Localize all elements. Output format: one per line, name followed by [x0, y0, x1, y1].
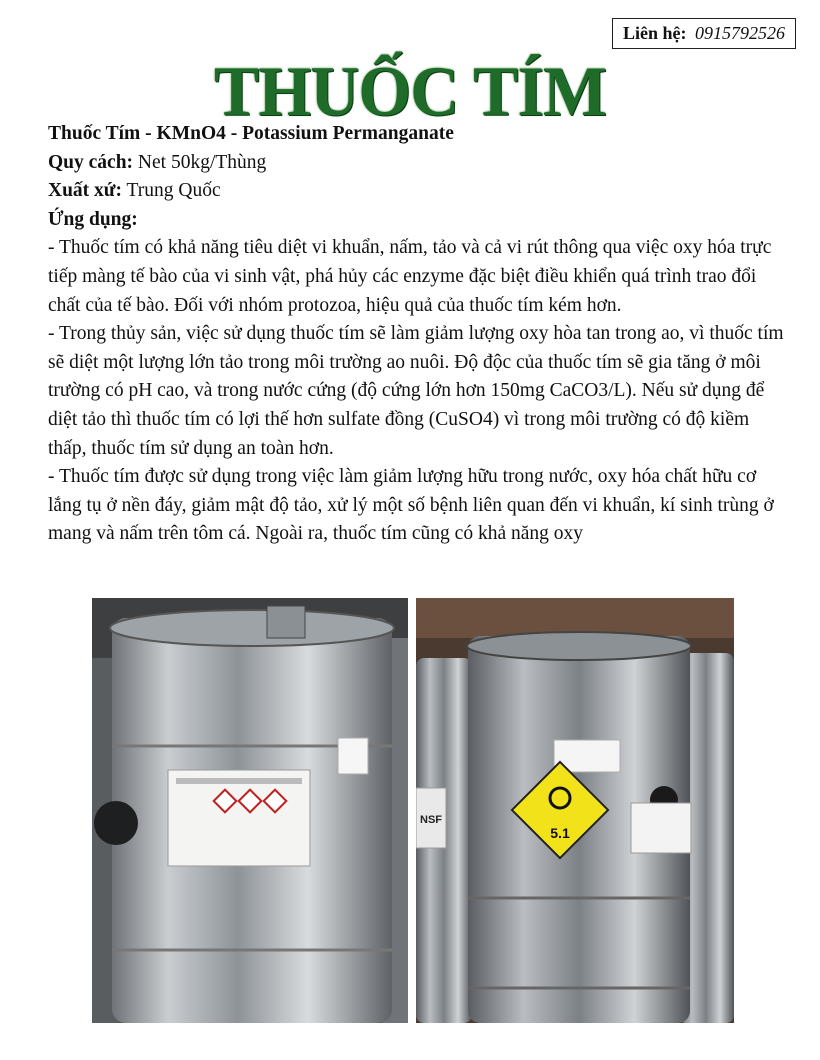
nsf-mark: NSF: [420, 814, 442, 826]
origin-value: Trung Quốc: [126, 180, 221, 202]
drum-photo-1: [92, 598, 408, 1023]
spec-label: Quy cách:: [48, 151, 134, 173]
contact-box: [612, 18, 796, 49]
product-photos: [92, 598, 734, 1023]
origin-label: Xuất xứ:: [48, 180, 122, 202]
hazard-pictograms: [214, 790, 287, 813]
hazard-class-label: 5.1: [550, 825, 570, 841]
usage-label: Ứng dụng:: [48, 208, 138, 230]
product-name: Thuốc Tím - KMnO4 - Potassium Permanganate: [48, 123, 454, 144]
usage-paragraph-3: - Thuốc tím được sử dụng trong việc làm giảm lượng hữu trong nước, oxy hóa chất hữu cơ lắng tụ ở nền đáy, giảm mật độ tảo, xử lý một số bệnh liên quan đến vi khuẩn, kí sinh trùng ở mang và nấm trên tôm cá. Ngoài ra, thuốc tím cũng có khả năng oxy: [48, 466, 774, 545]
drum-illustration-1: [92, 598, 408, 1023]
drum-photo-2: [416, 598, 734, 1023]
drum-illustration-2: [416, 598, 734, 1023]
contact-label: Liên hệ:: [622, 23, 687, 43]
spec-line: [48, 149, 788, 178]
page-title: THUỐC TÍM: [213, 51, 607, 131]
product-description: [48, 120, 788, 549]
origin-line: [48, 177, 788, 206]
contact-phone[interactable]: 0915792526: [695, 23, 785, 43]
spec-value: Net 50kg/Thùng: [137, 151, 267, 173]
usage-paragraph-1: - Thuốc tím có khả năng tiêu diệt vi khuẩn, nấm, tảo và cả vi rút thông qua việc oxy hóa trực tiếp màng tế bào của vi sinh vật, phá hủy các enzyme đặc biệt điều khiển quá trình trao đổi chất của tế bào. Đối với nhóm protozoa, hiệu quả của thuốc tím kém hơn.: [48, 237, 772, 316]
usage-paragraph-2: - Trong thủy sản, việc sử dụng thuốc tím sẽ làm giảm lượng oxy hòa tan trong ao, vì thuốc tím sẽ diệt một lượng lớn tảo trong môi trường ao nuôi. Độ độc của thuốc tím sẽ gia tăng ở môi trường có pH cao, và trong nước cứng (độ cứng lớn hơn 150mg CaCO3/L). Nếu sử dụng để diệt tảo thì thuốc tím có lợi thế hơn sulfate đồng (CuSO4) vì trong môi trường có độ kiềm thấp, thuốc tím sử dụng an toàn hơn.: [48, 323, 784, 459]
